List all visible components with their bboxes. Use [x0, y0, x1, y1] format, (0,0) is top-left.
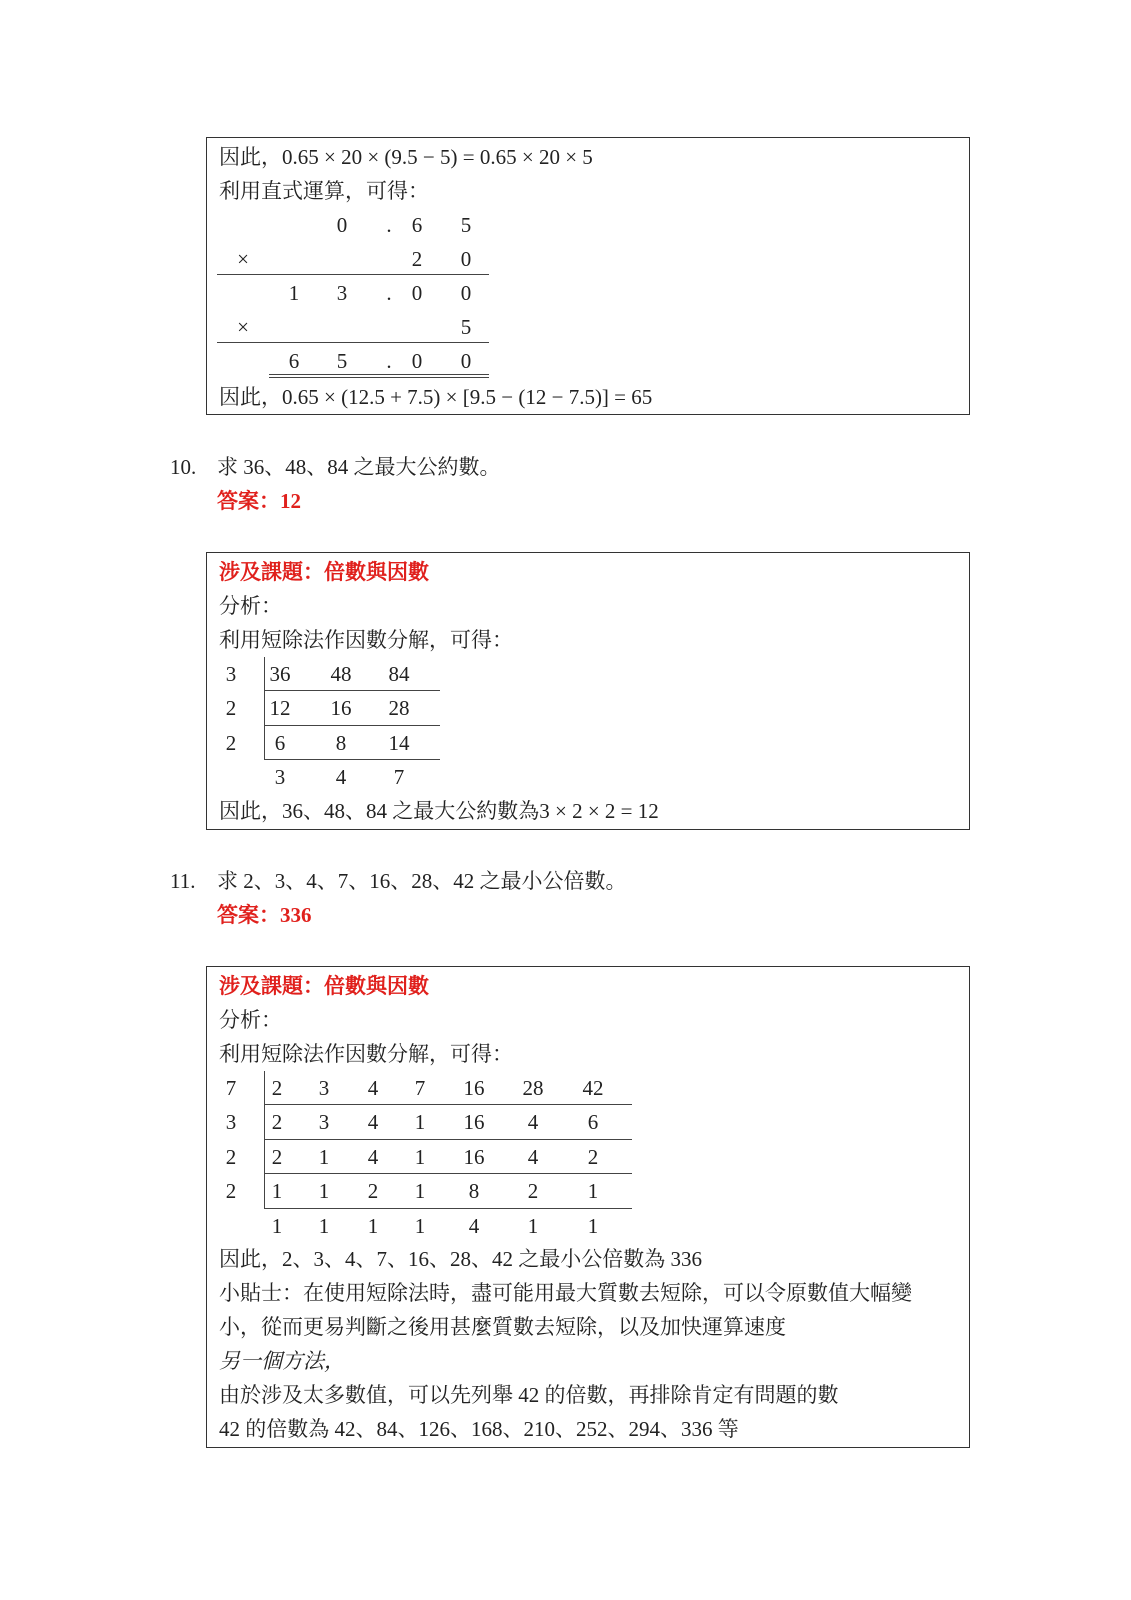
mult-rule — [217, 274, 489, 275]
division-value: 28 — [388, 696, 410, 721]
division-value: 1 — [367, 1213, 379, 1238]
division-value: 16 — [463, 1076, 485, 1100]
division-value: 28 — [522, 1076, 544, 1100]
question-text: 求 2、3、4、7、16、28、42 之最小公倍數。 — [217, 869, 627, 893]
method-line: 利用短除法作因數分解，可得： — [219, 1042, 513, 1066]
alt-method-line: 42 的倍數為 42、84、126、168、210、252、294、336 等 — [219, 1417, 739, 1441]
division-rule — [264, 1208, 632, 1209]
analysis-label: 分析： — [219, 594, 282, 618]
conclusion-line: 因此，0.65 × (12.5 + 7.5) × [9.5 − (12 − 7.5)] = 65 — [219, 385, 653, 409]
division-value: 8 — [468, 1179, 480, 1204]
division-value: 1 — [318, 1144, 330, 1169]
division-value: 1 — [318, 1213, 330, 1238]
division-bar — [264, 657, 265, 760]
division-value: 7 — [414, 1076, 426, 1100]
method-line: 利用直式運算，可得： — [219, 179, 429, 203]
division-value: 16 — [330, 696, 352, 721]
divisor: 2 — [225, 696, 237, 721]
division-value: 7 — [393, 765, 405, 790]
conclusion-line: 因此，2、3、4、7、16、28、42 之最小公倍數為 336 — [219, 1247, 702, 1271]
division-value: 4 — [527, 1110, 539, 1135]
mult-digit: . — [386, 281, 392, 305]
topic-heading: 涉及課題：倍數與因數 — [219, 974, 429, 998]
division-value: 3 — [318, 1076, 330, 1100]
mult-digit: 0 — [411, 349, 423, 373]
alt-method-line: 由於涉及太多數值，可以先列舉 42 的倍數，再排除肯定有問題的數 — [219, 1383, 839, 1407]
division-rule — [264, 1173, 632, 1174]
mult-digit: . — [386, 349, 392, 373]
division-value: 1 — [587, 1213, 599, 1238]
mult-digit: 5 — [460, 213, 472, 237]
mult-digit: 6 — [288, 349, 300, 373]
double-rule — [269, 377, 489, 378]
solution-box-2 — [206, 552, 970, 830]
division-value: 84 — [388, 662, 410, 686]
division-rule — [264, 1104, 632, 1105]
division-value: 16 — [463, 1144, 485, 1169]
division-value: 14 — [388, 730, 410, 755]
mult-digit: 0 — [336, 213, 348, 237]
answer-text: 答案：12 — [217, 489, 301, 513]
equation-line: 因此，0.65 × 20 × (9.5 − 5) = 0.65 × 20 × 5 — [219, 145, 593, 169]
tip-line: 小，從而更易判斷之後用甚麼質數去短除，以及加快運算速度 — [219, 1315, 786, 1339]
mult-digit: 6 — [411, 213, 423, 237]
division-value: 12 — [269, 696, 291, 721]
solution-box-3 — [206, 966, 970, 1448]
division-value: 3 — [274, 765, 286, 790]
division-value: 1 — [527, 1213, 539, 1238]
division-value: 1 — [414, 1144, 426, 1169]
division-value: 2 — [527, 1179, 539, 1204]
division-value: 42 — [582, 1076, 604, 1100]
divisor: 2 — [225, 1144, 237, 1169]
division-bar — [264, 1071, 265, 1209]
conclusion-line: 因此，36、48、84 之最大公約數為3 × 2 × 2 = 12 — [219, 799, 659, 823]
analysis-label: 分析： — [219, 1008, 282, 1032]
question-text: 求 36、48、84 之最大公約數。 — [217, 455, 501, 479]
mult-digit: 0 — [460, 349, 472, 373]
division-value: 2 — [587, 1144, 599, 1169]
mult-digit: 0 — [460, 281, 472, 305]
divisor: 2 — [225, 730, 237, 755]
mult-digit: 3 — [336, 281, 348, 305]
mult-digit: 5 — [460, 315, 472, 339]
division-rule — [264, 1139, 632, 1140]
division-value: 4 — [468, 1213, 480, 1238]
division-value: 2 — [271, 1076, 283, 1100]
division-value: 4 — [367, 1076, 379, 1100]
divisor: 3 — [225, 662, 237, 686]
mult-digit: 2 — [411, 247, 423, 271]
division-value: 16 — [463, 1110, 485, 1135]
division-value: 1 — [587, 1179, 599, 1204]
division-rule — [264, 759, 440, 760]
division-rule — [264, 690, 440, 691]
division-value: 2 — [271, 1110, 283, 1135]
double-rule — [269, 374, 489, 375]
times-sign: × — [237, 247, 249, 271]
division-value: 1 — [318, 1179, 330, 1204]
division-value: 3 — [318, 1110, 330, 1135]
times-sign: × — [237, 315, 249, 339]
solution-box-1 — [206, 137, 970, 415]
division-value: 4 — [335, 765, 347, 790]
division-value: 1 — [414, 1213, 426, 1238]
division-value: 1 — [414, 1110, 426, 1135]
division-value: 1 — [271, 1179, 283, 1204]
division-value: 6 — [587, 1110, 599, 1135]
question-number: 11. — [170, 869, 196, 893]
mult-digit: 1 — [288, 281, 300, 305]
division-value: 4 — [527, 1144, 539, 1169]
question-number: 10. — [170, 455, 197, 479]
tip-line: 小貼士：在使用短除法時，盡可能用最大質數去短除，可以令原數值大幅變 — [219, 1281, 912, 1305]
division-value: 4 — [367, 1110, 379, 1135]
divisor: 7 — [225, 1076, 237, 1100]
division-value: 1 — [271, 1213, 283, 1238]
division-value: 2 — [367, 1179, 379, 1204]
division-value: 6 — [274, 730, 286, 755]
alt-method-heading: 另一個方法， — [219, 1349, 345, 1373]
division-value: 8 — [335, 730, 347, 755]
division-value: 48 — [330, 662, 352, 686]
division-rule — [264, 725, 440, 726]
division-value: 36 — [269, 662, 291, 686]
method-line: 利用短除法作因數分解，可得： — [219, 628, 513, 652]
mult-digit: 5 — [336, 349, 348, 373]
divisor: 2 — [225, 1179, 237, 1204]
mult-digit: 0 — [460, 247, 472, 271]
answer-text: 答案：336 — [217, 903, 312, 927]
mult-rule — [217, 342, 489, 343]
mult-digit: 0 — [411, 281, 423, 305]
mult-digit: . — [386, 213, 392, 237]
division-value: 4 — [367, 1144, 379, 1169]
division-value: 2 — [271, 1144, 283, 1169]
divisor: 3 — [225, 1110, 237, 1135]
division-value: 1 — [414, 1179, 426, 1204]
topic-heading: 涉及課題：倍數與因數 — [219, 560, 429, 584]
